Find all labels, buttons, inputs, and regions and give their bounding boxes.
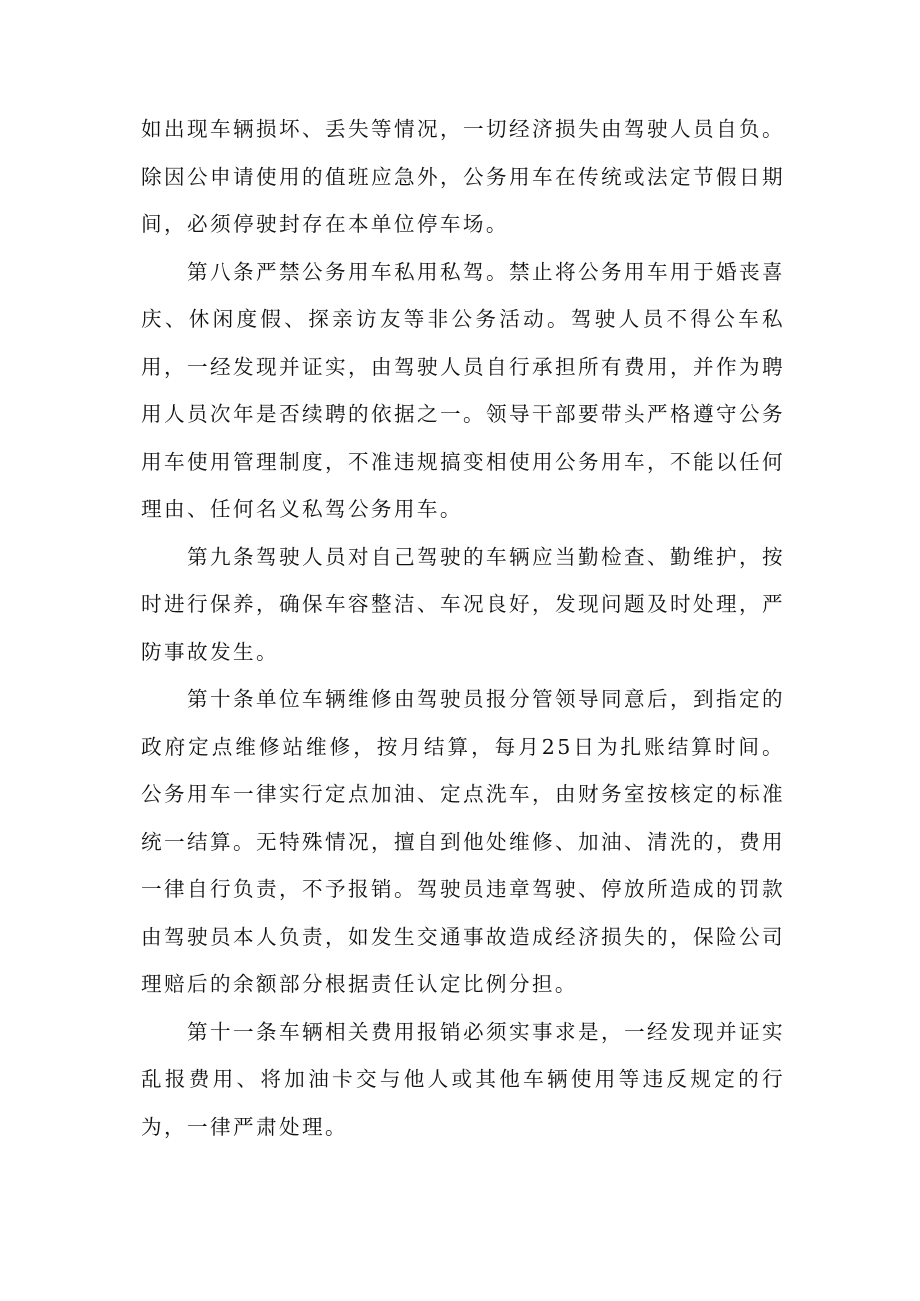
paragraph-article-8: 第八条严禁公务用车私用私驾。禁止将公务用车用于婚丧喜庆、休闲度假、探亲访友等非公务活动。驾驶人员不得公车私用，一经发现并证实，由驾驶人员自行承担所有费用，并作为聘用人员次年是否续聘的依据之一。领导干部要带头严格遵守公务用车使用管理制度，不准违规搞变相使用公务用车，不能以任何理由、任何名义私驾公务用车。 bbox=[141, 259, 785, 521]
paragraph-article-9: 第九条驾驶人员对自己驾驶的车辆应当勤检查、勤维护，按时进行保养，确保车容整洁、车况良好，发现问题及时处理，严防事故发生。 bbox=[141, 544, 785, 664]
paragraph-1: 如出现车辆损坏、丢失等情况，一切经济损失由驾驶人员自负。除因公申请使用的值班应急外，公务用车在传统或法定节假日期间，必须停驶封存在本单位停车场。 bbox=[141, 117, 785, 236]
paragraph-article-11: 第十一条车辆相关费用报销必须实事求是，一经发现并证实乱报费用、将加油卡交与他人或其他车辆使用等违反规定的行为，一律严肃处理。 bbox=[141, 1019, 785, 1139]
paragraph-article-10: 第十条单位车辆维修由驾驶员报分管领导同意后，到指定的政府定点维修站维修，按月结算，每月25日为扎账结算时间。公务用车一律实行定点加油、定点洗车，由财务室按核定的标准统一结算。无特殊情况，擅自到他处维修、加油、清洗的，费用一律自行负责，不予报销。驾驶员违章驾驶、停放所造成的罚款由驾驶员本人负责，如发生交通事故造成经济损失的，保险公司理赔后的余额部分根据责任认定比例分担。 bbox=[141, 687, 785, 996]
document-body bbox=[141, 106, 785, 1151]
